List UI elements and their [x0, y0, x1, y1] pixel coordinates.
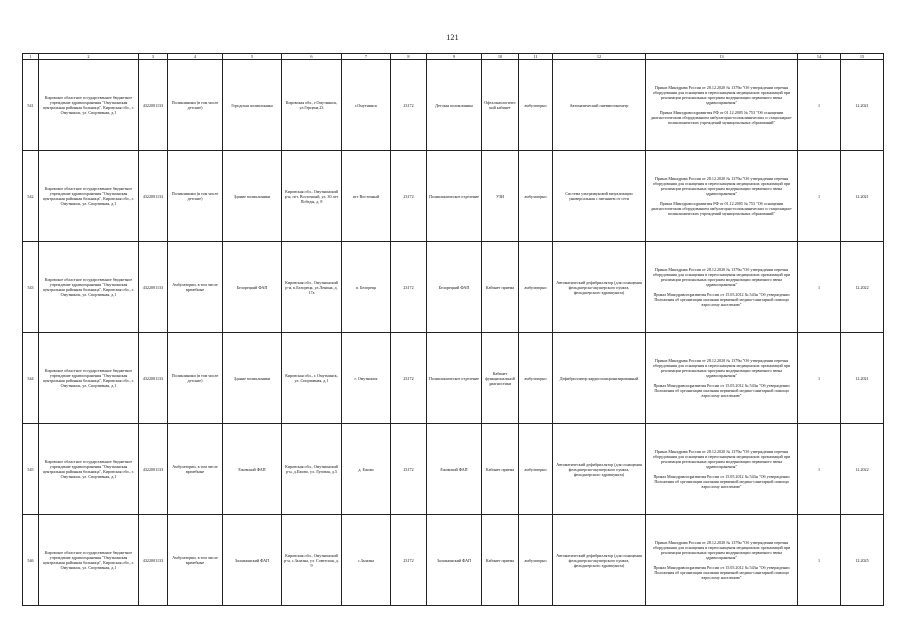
locality-cell: пгт Восточный [342, 151, 391, 242]
department-cell: Белорецкий ФАП [427, 242, 482, 333]
building-cell: Залазнинский ФАП [223, 515, 282, 606]
column-header: 1 [23, 54, 39, 60]
inn-cell: 4322001133 [139, 151, 168, 242]
code-cell: 23172 [391, 424, 427, 515]
organization-cell: Кировское областное государственное бюджетное учреждение здравоохранения "Омутнинская центральная районная больница", Кировская обл., г. Омутнинск, ул. Спортивная, д.1 [39, 424, 139, 515]
code-cell: 23172 [391, 60, 427, 151]
building-cell: Белорецкий ФАП [223, 242, 282, 333]
column-header: 6 [282, 54, 342, 60]
department-cell: Поликлиническое отделение [427, 333, 482, 424]
inn-cell: 4322001133 [139, 424, 168, 515]
column-header: 14 [798, 54, 841, 60]
quantity-cell: 1 [798, 242, 841, 333]
column-header: 2 [39, 54, 139, 60]
room-cell: Кабинет приема [482, 242, 519, 333]
address-cell: Кировская обл., Омутнинский р-н, д.Ежово, ул. Луговая, д.5 [282, 424, 342, 515]
quantity-cell: 1 [798, 424, 841, 515]
department-cell: Детская поликлиника [427, 60, 482, 151]
building-cell: Здание поликлиники [223, 151, 282, 242]
basis-cell: Приказ Минздрава России от 28.12.2020 № 1379н "Об утверждении перечня оборудования для оснащения и переоснащения медицинских организаций при реализации региональных программ модернизации первичного звена здравоохранения" Приказ Минздравсоцразвития России от 15.05.2012 № 543н "Об утверждении Положения об организации оказания первичной медико-санитарной помощи взрослому населению" [646, 424, 798, 515]
facility-type-cell: Амбулатории, в том числе врачебные [168, 515, 223, 606]
care-type-cell: амбулаторно [519, 242, 553, 333]
inn-cell: 4322001133 [139, 60, 168, 151]
facility-type-cell: Поликлиники (в том числе детские) [168, 60, 223, 151]
date-cell: 12.2021 [841, 333, 884, 424]
column-header: 10 [482, 54, 519, 60]
organization-cell: Кировское областное государственное бюджетное учреждение здравоохранения "Омутнинская центральная районная больница", Кировская обл., г. Омутнинск, ул. Спортивная, д.1 [39, 60, 139, 151]
row-number: 542 [23, 151, 39, 242]
building-cell: Здание поликлиники [223, 333, 282, 424]
basis-cell: Приказ Минздрава России от 28.12.2020 № 1379н "Об утверждении перечня оборудования для оснащения и переоснащения медицинских организаций при реализации региональных программ модернизации первичного звена здравоохранения" Приказ Минздравсоцразвития России от 15.05.2012 № 543н "Об утверждении Положения об организации оказания первичной медико-санитарной помощи взрослому населению" [646, 242, 798, 333]
code-cell: 23172 [391, 333, 427, 424]
quantity-cell: 1 [798, 515, 841, 606]
quantity-cell: 1 [798, 60, 841, 151]
code-cell: 23172 [391, 151, 427, 242]
table-row [23, 242, 884, 333]
organization-cell: Кировское областное государственное бюджетное учреждение здравоохранения "Омутнинская центральная районная больница", Кировская обл., г. Омутнинск, ул. Спортивная, д.1 [39, 515, 139, 606]
equipment-cell: Дефибриллятор кардиосинхронизированный [553, 333, 646, 424]
date-cell: 12.2021 [841, 60, 884, 151]
department-cell: Поликлиническое отделение [427, 151, 482, 242]
room-cell: Кабинет функциональной диагностики [482, 333, 519, 424]
address-cell: Кировская обл., Омутнинский р-н, пгт. Восточный, ул. 30 лет Победы, д. 8 [282, 151, 342, 242]
quantity-cell: 1 [798, 151, 841, 242]
address-cell: Кировская обл., г.Омутнинск, ул.Герцена,23 [282, 60, 342, 151]
locality-cell: с.Залазна [342, 515, 391, 606]
address-cell: Кировская обл., Омутнинский р-н, п.Белорецк, ул.Ленина, д. 17а [282, 242, 342, 333]
equipment-table [22, 53, 884, 606]
table-row [23, 60, 884, 151]
address-cell: Кировская обл., Омутнинский р-н, с.Залазна, ул. Советская, д. 9 [282, 515, 342, 606]
care-type-cell: амбулаторно [519, 333, 553, 424]
page-number: 121 [446, 33, 459, 42]
equipment-cell: Автоматический дефибриллятор (для оснащения фельдшерско-акушерского пункта, фельдшерского здравпункта) [553, 242, 646, 333]
facility-type-cell: Амбулатории, в том числе врачебные [168, 242, 223, 333]
care-type-cell: амбулаторно [519, 515, 553, 606]
room-cell: УЗИ [482, 151, 519, 242]
building-cell: Ежовский ФАП [223, 424, 282, 515]
equipment-cell: Автоматический дефибриллятор (для оснащения фельдшерско-акушерского пункта, фельдшерского здравпункта) [553, 424, 646, 515]
row-number: 543 [23, 242, 39, 333]
department-cell: Ежовский ФАП [427, 424, 482, 515]
date-cell: 12.2022 [841, 242, 884, 333]
facility-type-cell: Поликлиники (в том числе детские) [168, 151, 223, 242]
care-type-cell: амбулаторно [519, 424, 553, 515]
care-type-cell: амбулаторно [519, 151, 553, 242]
equipment-cell: Автоматический дефибриллятор (для оснащения фельдшерско-акушерского пункта, фельдшерского здравпункта) [553, 515, 646, 606]
locality-cell: г. Омутнинск [342, 333, 391, 424]
organization-cell: Кировское областное государственное бюджетное учреждение здравоохранения "Омутнинская центральная районная больница", Кировская обл., г. Омутнинск, ул. Спортивная, д.1 [39, 333, 139, 424]
code-cell: 23172 [391, 515, 427, 606]
table-row [23, 333, 884, 424]
column-header: 15 [841, 54, 884, 60]
date-cell: 12.2025 [841, 515, 884, 606]
care-type-cell: амбулаторно [519, 60, 553, 151]
column-header: 5 [223, 54, 282, 60]
row-number: 544 [23, 333, 39, 424]
basis-cell: Приказ Минздрава России от 28.12.2020 № 1379н "Об утверждении перечня оборудования для оснащения и переоснащения медицинских организаций при реализации региональных программ модернизации первичного звена здравоохранения" Приказ Минздравсоцразвития РФ от 01.12.2005 № 753 "Об оснащении диагностическим оборудованием амбулаторно-поликлинических и стационарно-поликлинических учреждений муниципальных образований" [646, 151, 798, 242]
organization-cell: Кировское областное государственное бюджетное учреждение здравоохранения "Омутнинская центральная районная больница", Кировская обл., г. Омутнинск, ул. Спортивная, д.1 [39, 151, 139, 242]
column-header: 13 [646, 54, 798, 60]
inn-cell: 4322001133 [139, 515, 168, 606]
facility-type-cell: Амбулатории, в том числе врачебные [168, 424, 223, 515]
date-cell: 12.2021 [841, 151, 884, 242]
equipment-cell: Автоматический пневмотонометр [553, 60, 646, 151]
row-number: 546 [23, 515, 39, 606]
inn-cell: 4322001133 [139, 333, 168, 424]
column-header: 12 [553, 54, 646, 60]
column-header: 9 [427, 54, 482, 60]
table-row [23, 515, 884, 606]
code-cell: 23172 [391, 242, 427, 333]
address-cell: Кировская обл., г. Омутнинск, ул. Спортивная, д.1 [282, 333, 342, 424]
row-number: 541 [23, 60, 39, 151]
department-cell: Залазнинский ФАП [427, 515, 482, 606]
building-cell: Городская поликлиника [223, 60, 282, 151]
date-cell: 12.2022 [841, 424, 884, 515]
column-header: 4 [168, 54, 223, 60]
quantity-cell: 1 [798, 333, 841, 424]
row-number: 545 [23, 424, 39, 515]
room-cell: Кабинет приема [482, 515, 519, 606]
locality-cell: п. Белорецк [342, 242, 391, 333]
locality-cell: г.Омутнинск [342, 60, 391, 151]
table-row [23, 424, 884, 515]
organization-cell: Кировское областное государственное бюджетное учреждение здравоохранения "Омутнинская центральная районная больница", Кировская обл., г. Омутнинск, ул. Спортивная, д.1 [39, 242, 139, 333]
equipment-cell: Система ультразвуковой визуализации универсальная с питанием от сети [553, 151, 646, 242]
locality-cell: д. Ежово [342, 424, 391, 515]
column-header: 8 [391, 54, 427, 60]
facility-type-cell: Поликлиники (в том числе детские) [168, 333, 223, 424]
basis-cell: Приказ Минздрава России от 28.12.2020 № 1379н "Об утверждении перечня оборудования для оснащения и переоснащения медицинских организаций при реализации региональных программ модернизации первичного звена здравоохранения" Приказ Минздравсоцразвития РФ от 01.12.2005 № 753 "Об оснащении диагностическим оборудованием амбулаторно-поликлинических и стационарно-поликлинических учреждений муниципальных образований" [646, 60, 798, 151]
column-header: 7 [342, 54, 391, 60]
inn-cell: 4322001133 [139, 242, 168, 333]
column-header: 3 [139, 54, 168, 60]
table-row [23, 151, 884, 242]
column-header: 11 [519, 54, 553, 60]
basis-cell: Приказ Минздрава России от 28.12.2020 № 1379н "Об утверждении перечня оборудования для оснащения и переоснащения медицинских организаций при реализации региональных программ модернизации первичного звена здравоохранения" Приказ Минздравсоцразвития России от 15.05.2012 № 543н "Об утверждении Положения об организации оказания первичной медико-санитарной помощи взрослому населению" [646, 515, 798, 606]
basis-cell: Приказ Минздрава России от 28.12.2020 № 1379н "Об утверждении перечня оборудования для оснащения и переоснащения медицинских организаций при реализации региональных программ модернизации первичного звена здравоохранения" Приказ Минздравсоцразвития России от 15.05.2012 № 543н "Об утверждении Положения об организации оказания первичной медико-санитарной помощи взрослому населению" [646, 333, 798, 424]
room-cell: Кабинет приема [482, 424, 519, 515]
room-cell: Офтальмологический кабинет [482, 60, 519, 151]
